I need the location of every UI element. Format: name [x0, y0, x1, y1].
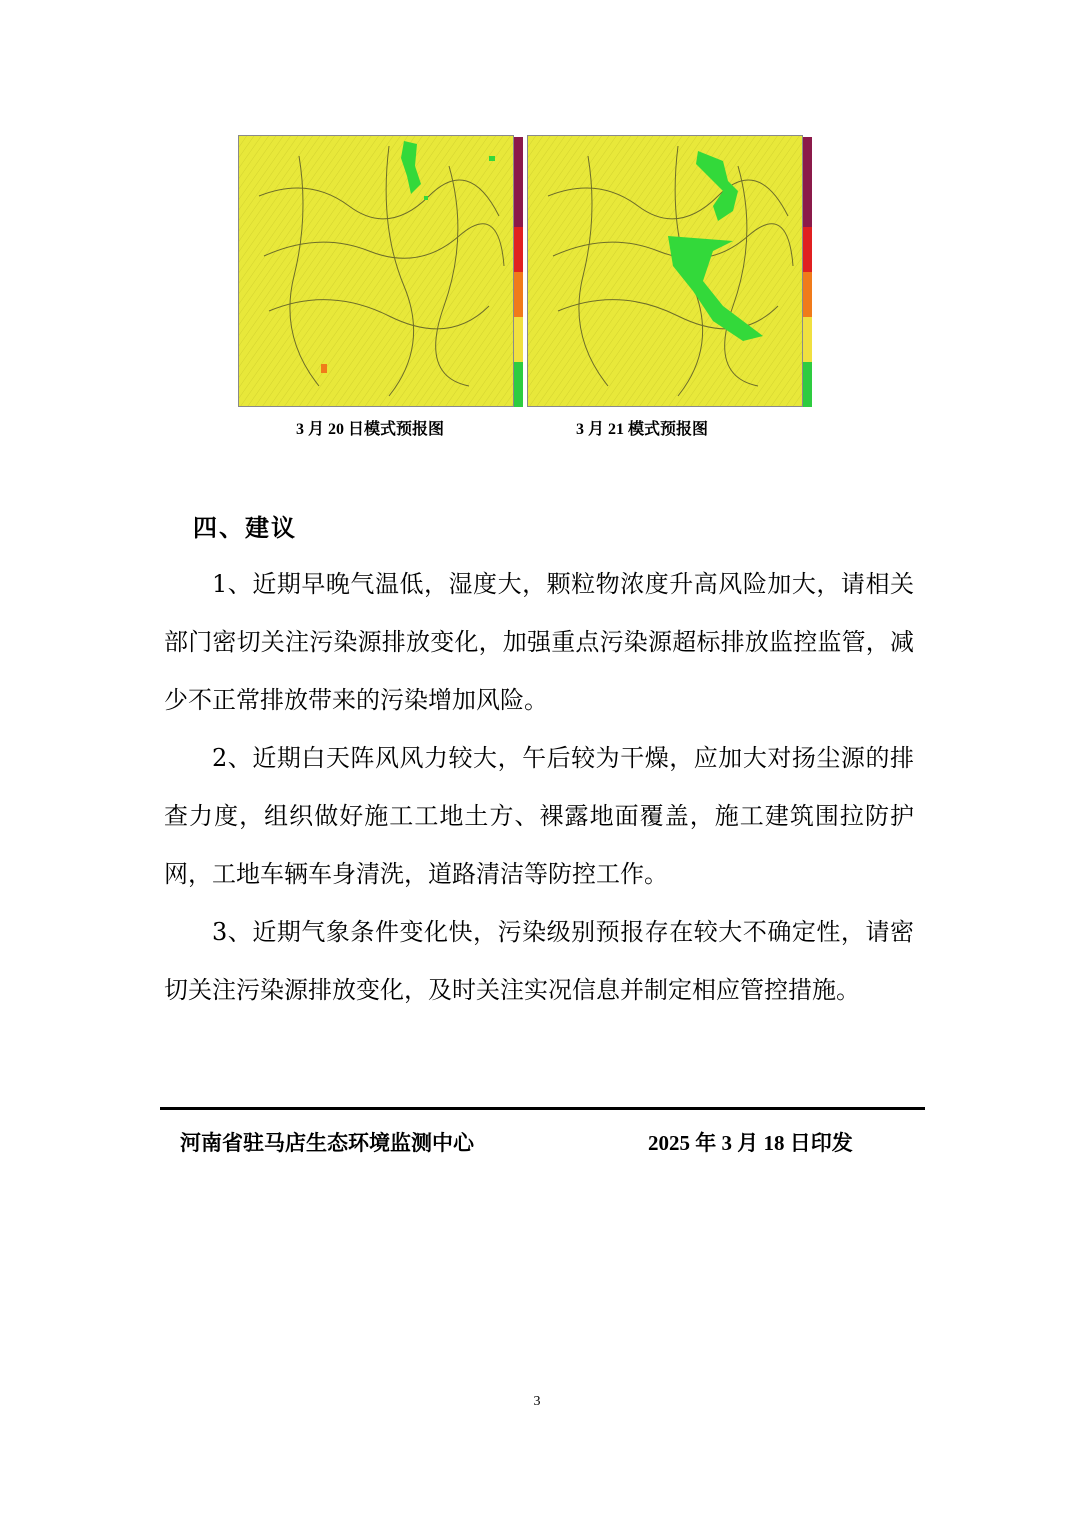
- paragraph-1: 1、近期早晚气温低，湿度大，颗粒物浓度升高风险加大，请相关部门密切关注污染源排放变化，加强重点污染源超标排放监控监管，减少不正常排放带来的污染增加风险。: [164, 570, 914, 714]
- paragraph-3: 3、近期气象条件变化快，污染级别预报存在较大不确定性，请密切关注污染源排放变化，及时关注实况信息并制定相应管控措施。: [164, 918, 914, 1004]
- issue-date: 2025 年 3 月 18 日印发: [648, 1131, 853, 1155]
- color-legend-0321: [803, 137, 812, 407]
- figure-caption-0321: 3 月 21 模式预报图: [576, 421, 709, 438]
- figure-caption-0320: 3 月 20 日模式预报图: [296, 421, 445, 438]
- issuing-organization: 河南省驻马店生态环境监测中心: [180, 1131, 474, 1155]
- page-number: 3: [533, 1394, 541, 1409]
- forecast-map-0320: [238, 135, 514, 407]
- section-heading: 四、建议: [193, 513, 297, 542]
- footer-divider: [160, 1107, 925, 1110]
- color-legend-0320: [514, 137, 523, 407]
- forecast-map-0321: [527, 135, 803, 407]
- paragraph-2: 2、近期白天阵风风力较大，午后较为干燥，应加大对扬尘源的排查力度，组织做好施工工地土方、裸露地面覆盖，施工建筑围拉防护网，工地车辆车身清洗，道路清洁等防控工作。: [164, 744, 914, 888]
